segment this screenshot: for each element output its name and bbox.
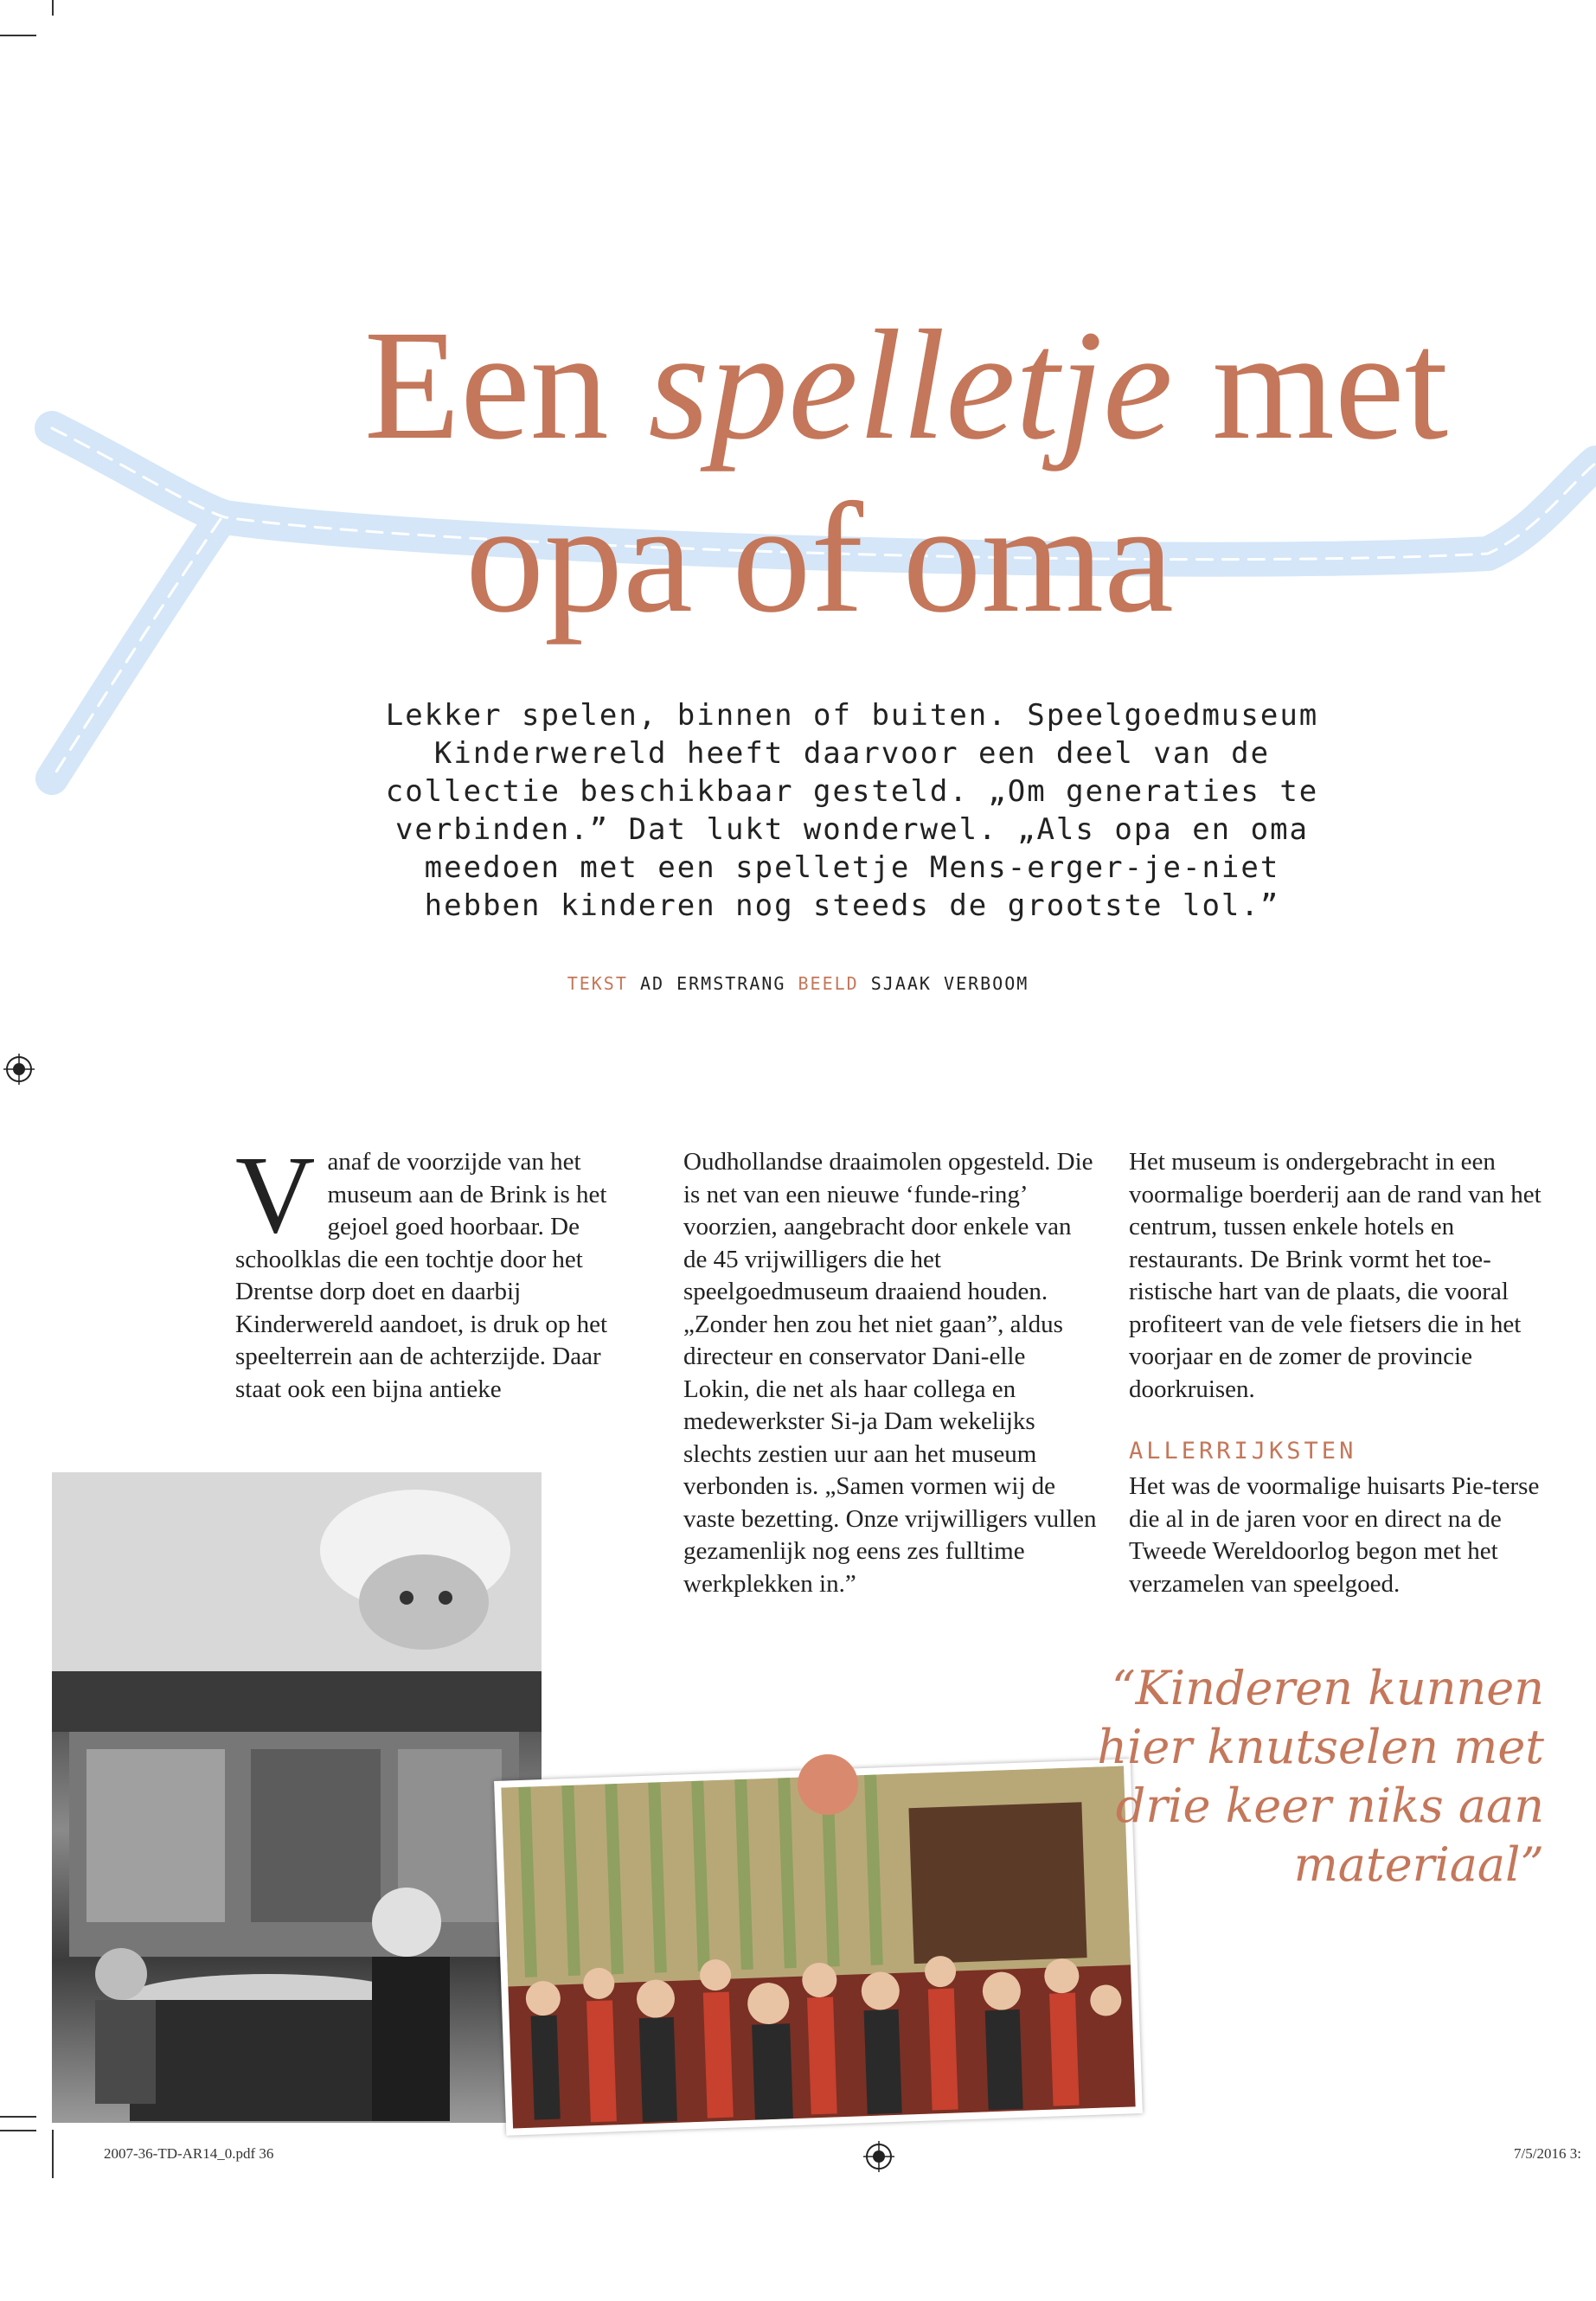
photo-dollhouse <box>52 1472 542 2123</box>
crop-mark <box>0 2116 36 2118</box>
byline-image-author: SJAAK VERBOOM <box>870 973 1029 994</box>
intro-paragraph: Lekker spelen, binnen of buiten. Speelgoedmuseum Kinderwereld heeft daarvoor een deel van de collectie beschikbaar gesteld. „Om generaties te verbinden.” Dat lukt wonderwel. „Als opa en oma meedoen met een spelletje Mens-erger-je-niet hebben kinderen nog steeds de grootste lol.” <box>385 698 1319 923</box>
article-column-1: Vanaf de voorzijde van het museum aan de Brink is het gejoel goed hoorbaar. De schoolklas die een tochtje door het Drentse dorp doet en daarbij Kinderwereld aandoet, is druk op het speelterrein aan de achterzijde. Daar staat ook een bijna antieke <box>235 1133 608 1403</box>
byline-image-label: BEELD <box>798 973 859 994</box>
drop-cap: V <box>235 1133 316 1256</box>
pin-dot <box>798 1754 858 1815</box>
byline <box>0 973 1596 994</box>
article-column-3: Het museum is ondergebracht in een voormalige boerderij aan de rand van het centrum, tussen enkele hotels en restaurants. De Brink vormt het toe-ristische hart van de plaats, die vooral profiteert van de vele fietsers die in het voorjaar en de zomer de provincie doorkruisen. <box>1129 1148 1542 1403</box>
registration-mark-icon <box>3 1054 35 1085</box>
headline-line-2: opa of oma <box>465 471 1174 645</box>
crop-mark <box>0 2130 36 2131</box>
registration-mark-icon <box>863 2141 894 2172</box>
headline-line-1: Een spelletje met <box>363 298 1449 472</box>
article-column-2: Oudhollandse draaimolen opgesteld. Die is net van een nieuwe ‘funde-ring’ voorzien, aangebracht door enkele van de 45 vrijwilligers die het speelgoedmuseum draaiend houden. „Zonder hen zou het niet gaan”, aldus directeur en conservator Dani-elle Lokin, die net als haar collega en medewerkster Si-ja Dam wekelijks slechts zestien uur aan het museum verbonden is. „Samen vormen wij de vaste bezetting. Onze vrijwilligers vullen gezamenlijk nog eens zes fulltime werkplekken in.” <box>683 1148 1097 1598</box>
byline-text-author: AD ERMSTRANG <box>639 973 786 994</box>
headline-italic-word: spelletje <box>648 298 1173 472</box>
section-subheading: ALLERRIJKSTEN <box>1129 1438 1357 1465</box>
pull-quote: “Kinderen kunnen hier knutselen met drie keer niks aan materiaal” <box>1097 1661 1544 1892</box>
footer-date: 7/5/2016 3: <box>1514 2145 1581 2162</box>
crop-mark <box>52 2130 54 2178</box>
photo-puppets <box>494 1759 1143 2135</box>
footer-file-info: 2007-36-TD-AR14_0.pdf 36 <box>104 2145 274 2162</box>
article-column-3-continued: Het was de voormalige huisarts Pie-terse die al in de jaren voor en direct na de Tweede Wereldoorlog begon met het verzamelen van speelgoed. <box>1129 1472 1540 1598</box>
byline-text-label: TEKST <box>567 973 628 994</box>
